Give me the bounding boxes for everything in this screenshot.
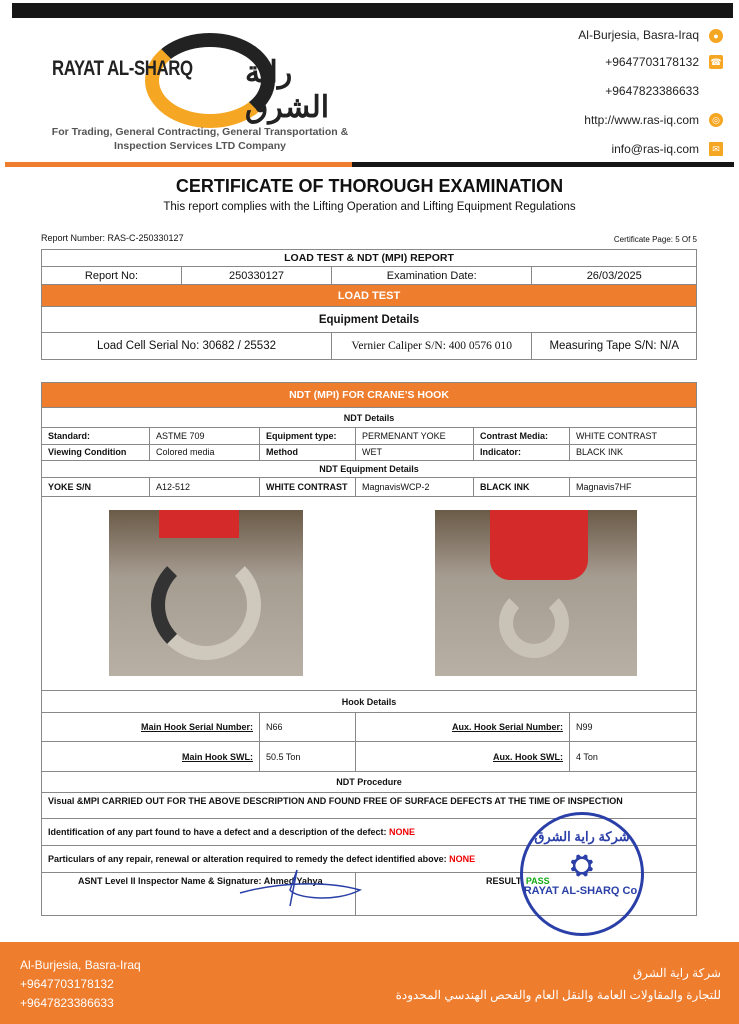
main-swl-value: 50.5 Ton (260, 742, 356, 772)
wc-label: WHITE CONTRAST (260, 478, 356, 497)
rig-icon: ⛭ (570, 849, 594, 880)
equip-type-label: Equipment type: (260, 428, 356, 445)
footer-phone-2: +9647823386633 (20, 996, 114, 1010)
footer-company-ar: شركة راية الشرق (632, 966, 721, 980)
standard-label: Standard: (42, 428, 150, 445)
aux-serial-label: Aux. Hook Serial Number: (356, 713, 570, 742)
exam-date: 26/03/2025 (532, 267, 697, 285)
ident-value: NONE (389, 827, 416, 837)
hook-details-heading: Hook Details (42, 691, 697, 713)
contact-website[interactable]: http://www.ras-iq.com (584, 113, 699, 127)
stamp-text-ar: شركة راية الشرق (534, 829, 630, 844)
tagline: For Trading, General Contracting, General Transportation & Inspection Services LTD Company (51, 126, 349, 152)
yoke-value: A12-512 (150, 478, 260, 497)
contrast-value: WHITE CONTRAST (570, 428, 697, 445)
contact-phone-1: +9647703178132 (605, 55, 699, 69)
globe-icon: ◎ (709, 113, 723, 127)
load-test-banner: LOAD TEST (42, 285, 697, 307)
contact-email[interactable]: info@ras-iq.com (611, 142, 699, 156)
ndt-equipment-heading: NDT Equipment Details (42, 461, 697, 478)
ident-label: Identification of any part found to have a defect and a description of the defect: (48, 827, 390, 837)
indicator-label: Indicator: (474, 444, 570, 461)
wc-value: MagnavisWCP-2 (356, 478, 474, 497)
email-icon: ✉ (709, 142, 723, 156)
company-stamp (520, 812, 644, 936)
page-subtitle: This report complies with the Lifting Operation and Lifting Equipment Regulations (163, 201, 576, 213)
bi-value: Magnavis7HF (570, 478, 697, 497)
load-test-table (41, 249, 697, 360)
load-heading: LOAD TEST & NDT (MPI) REPORT (42, 250, 697, 267)
report-no: 250330127 (182, 267, 332, 285)
caliper-serial: Vernier Caliper S/N: 400 0576 010 (332, 333, 532, 360)
main-serial-value: N66 (260, 713, 356, 742)
aux-hook-photo (435, 510, 637, 676)
tape-serial: Measuring Tape S/N: N/A (532, 333, 697, 360)
procedure-heading: NDT Procedure (42, 772, 697, 793)
bi-label: BLACK INK (474, 478, 570, 497)
main-serial-label: Main Hook Serial Number: (42, 713, 260, 742)
result-value: PASS (525, 876, 550, 886)
viewing-label: Viewing Condition (42, 444, 150, 461)
standard-value: ASTME 709 (150, 428, 260, 445)
logo-text-en: RAYAT AL-SHARQ (52, 57, 193, 80)
ndt-details-heading: NDT Details (42, 408, 697, 428)
visual-statement: Visual &MPI CARRIED OUT FOR THE ABOVE DESCRIPTION AND FOUND FREE OF SURFACE DEFECTS AT THE TIME OF INSPECTION (42, 793, 697, 819)
logo-text-ar: راية الشرق (245, 56, 330, 124)
aux-swl-label: Aux. Hook SWL: (356, 742, 570, 772)
footer-desc-ar: للتجارة والمقاولات العامة والنقل العام والفحص الهندسي المحدودة (395, 988, 721, 1002)
equipment-details-heading: Equipment Details (42, 307, 697, 333)
aux-serial-value: N99 (570, 713, 697, 742)
viewing-value: Colored media (150, 444, 260, 461)
inspector-signature: ASNT Level II Inspector Name & Signature: Ahmed Yahya (42, 873, 356, 916)
stamp-text-en: RAYAT AL-SHARQ Co. (523, 885, 641, 897)
top-bar (12, 3, 733, 18)
location-icon: ● (709, 29, 723, 43)
partic-value: NONE (449, 854, 476, 864)
method-label: Method (260, 444, 356, 461)
contact-address: Al-Burjesia, Basra-Iraq (578, 28, 699, 42)
main-swl-label: Main Hook SWL: (42, 742, 260, 772)
page-title: CERTIFICATE OF THOROUGH EXAMINATION (175, 176, 564, 196)
load-cell-serial: Load Cell Serial No: 30682 / 25532 (42, 333, 332, 360)
report-no-label: Report No: (42, 267, 182, 285)
divider-orange (5, 162, 352, 167)
divider-black (352, 162, 734, 167)
partic-label: Particulars of any repair, renewal or alteration required to remedy the defect identified above: (48, 854, 450, 864)
exam-date-label: Examination Date: (332, 267, 532, 285)
contact-phone-2: +9647823386633 (605, 84, 699, 98)
signature-mark (235, 868, 365, 908)
company-logo (50, 25, 360, 155)
footer-phone-1: +9647703178132 (20, 977, 114, 991)
equip-type-value: PERMENANT YOKE (356, 428, 474, 445)
main-hook-photo (109, 510, 303, 676)
contrast-label: Contrast Media: (474, 428, 570, 445)
certificate-page: Certificate Page: 5 Of 5 (613, 235, 697, 244)
footer (0, 942, 739, 1024)
report-number: Report Number: RAS-C-250330127 (41, 233, 184, 243)
aux-swl-value: 4 Ton (570, 742, 697, 772)
indicator-value: BLACK INK (570, 444, 697, 461)
method-value: WET (356, 444, 474, 461)
result-label: RESULT: (486, 876, 526, 886)
phone-icon: ☎ (710, 57, 722, 67)
ndt-banner: NDT (MPI) FOR CRANE’S HOOK (42, 383, 697, 408)
footer-address: Al-Burjesia, Basra-Iraq (20, 958, 141, 972)
yoke-label: YOKE S/N (42, 478, 150, 497)
